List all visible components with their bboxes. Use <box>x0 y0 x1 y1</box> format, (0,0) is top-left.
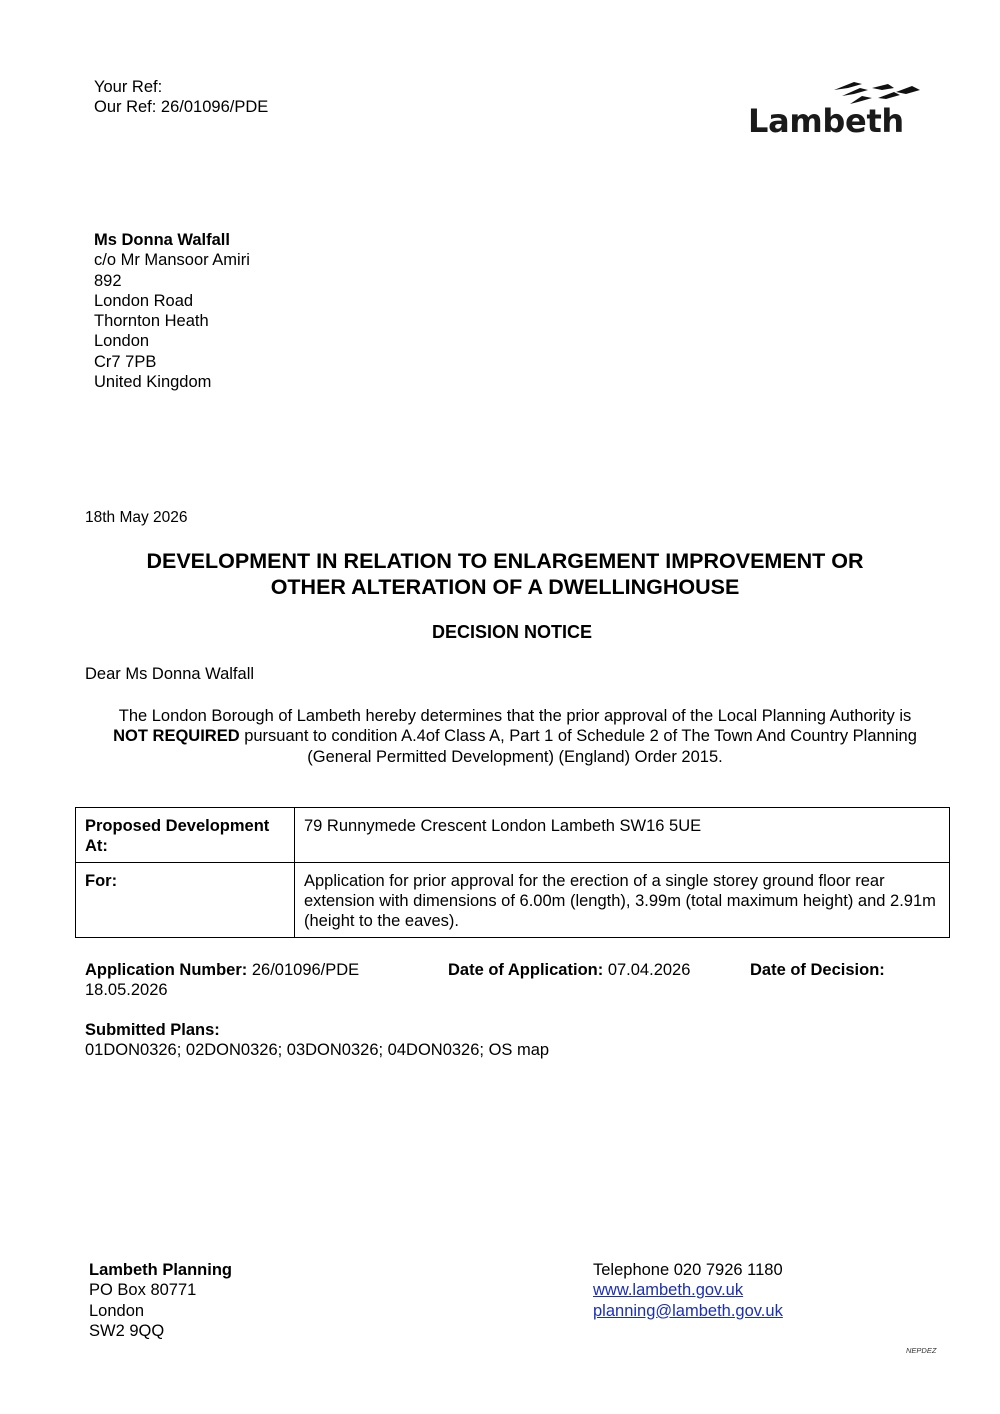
document-code: NEPDEZ <box>906 1346 937 1355</box>
determination-text-1: The London Borough of Lambeth hereby determines that the prior approval of the Local Planning Authority is <box>118 707 912 725</box>
table-row <box>76 863 950 938</box>
decision-notice-heading: DECISION NOTICE <box>431 622 592 642</box>
decision-date: 18.05.2026 <box>85 981 168 1000</box>
logo-text: Lambeth <box>748 102 904 140</box>
development-table <box>75 807 950 938</box>
title-line-1: DEVELOPMENT IN RELATION TO ENLARGEMENT IMPROVEMENT OR <box>146 549 864 573</box>
address-line: London Road <box>94 291 194 310</box>
table-label: Proposed Development At: <box>76 808 295 863</box>
footer-contact <box>593 1260 783 1321</box>
footer-address <box>89 1260 232 1341</box>
address-line: Thornton Heath <box>94 312 209 331</box>
application-date-label: Date of Application: <box>448 961 604 979</box>
table-label: For: <box>76 863 295 938</box>
table-value: 79 Runnymede Crescent London Lambeth SW16 5UE <box>295 808 950 863</box>
footer-po-box: PO Box 80771 <box>89 1281 197 1300</box>
address-line: 892 <box>94 271 122 290</box>
not-required-text: NOT REQUIRED <box>113 727 240 746</box>
footer-city: London <box>89 1301 145 1320</box>
application-number-label: Application Number: <box>85 961 248 979</box>
reference-block <box>94 77 268 118</box>
application-number: 26/01096/PDE <box>247 961 360 979</box>
determination-paragraph <box>80 706 950 767</box>
submitted-plans <box>85 1020 549 1061</box>
our-ref: Our Ref: 26/01096/PDE <box>94 98 269 117</box>
title-line-2: OTHER ALTERATION OF A DWELLINGHOUSE <box>270 575 740 599</box>
document-title <box>80 548 930 600</box>
table-row <box>76 808 950 863</box>
address-line: London <box>94 332 150 351</box>
address-line: Cr7 7PB <box>94 352 157 371</box>
salutation: Dear Ms Donna Walfall <box>85 665 255 683</box>
address-line: c/o Mr Mansoor Amiri <box>94 251 250 270</box>
your-ref: Your Ref: <box>94 78 163 96</box>
email-link[interactable]: planning@lambeth.gov.uk <box>593 1301 783 1320</box>
letter-date: 18th May 2026 <box>85 509 188 526</box>
footer-org: Lambeth Planning <box>89 1261 233 1279</box>
recipient-address <box>94 230 250 392</box>
footer-telephone: Telephone 020 7926 1180 <box>593 1261 783 1279</box>
recipient-name: Ms Donna Walfall <box>94 231 230 249</box>
application-date: 07.04.2026 <box>603 961 691 979</box>
determination-text-2: pursuant to condition A.4of Class A, Part 1 of Schedule 2 of The Town And Country Planning (General Permitted Development) (England) Order 2015. <box>239 727 917 766</box>
footer-postcode: SW2 9QQ <box>89 1321 165 1340</box>
website-link[interactable]: www.lambeth.gov.uk <box>593 1281 744 1300</box>
table-value: Application for prior approval for the erection of a single storey ground floor rear extension with dimensions of 6.00m (length), 3.99m (total maximum height) and 2.91m (height to the eaves). <box>295 863 950 938</box>
decision-date-label: Date of Decision: <box>750 961 885 979</box>
submitted-plans-list: 01DON0326; 02DON0326; 03DON0326; 04DON0326; OS map <box>85 1041 550 1060</box>
application-details <box>85 960 945 1001</box>
address-line: United Kingdom <box>94 373 212 392</box>
submitted-plans-label: Submitted Plans: <box>85 1021 220 1039</box>
lambeth-logo <box>746 76 926 142</box>
